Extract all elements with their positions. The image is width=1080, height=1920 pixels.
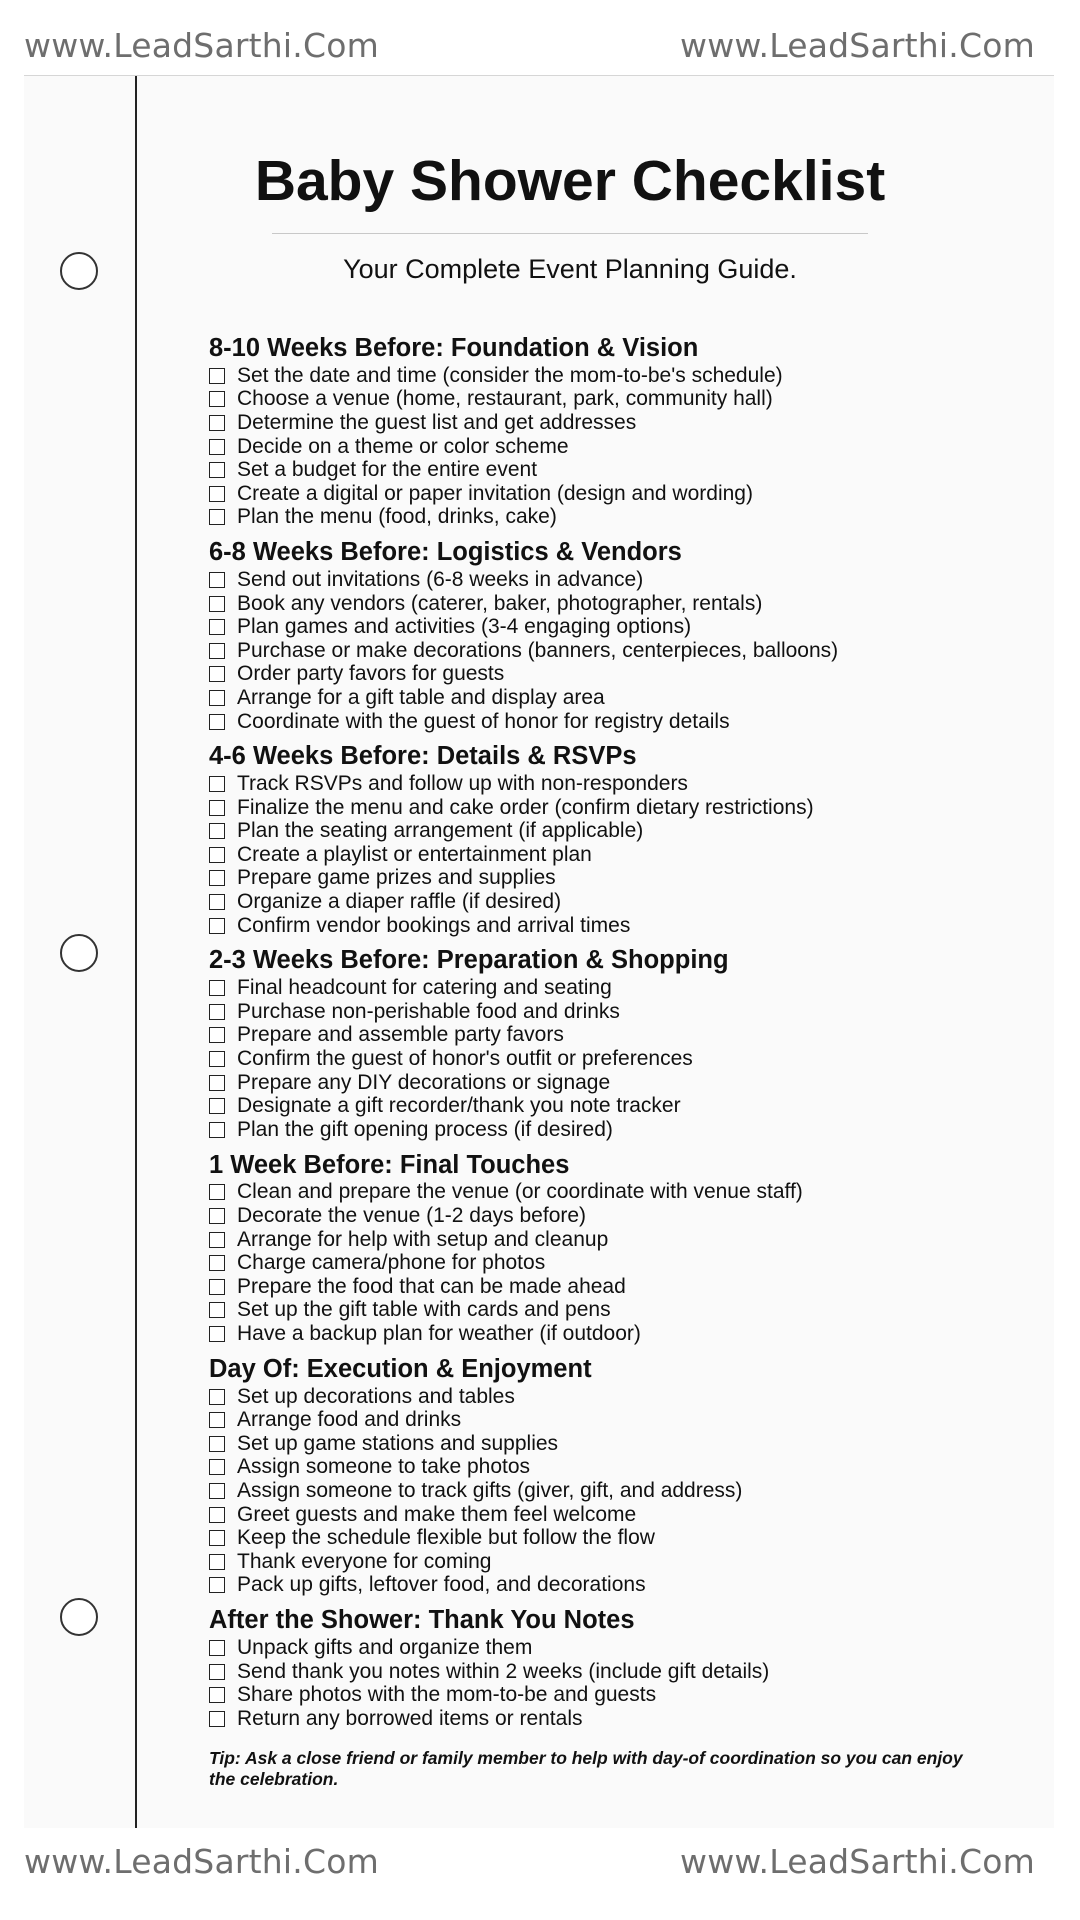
checklist-item-label: Clean and prepare the venue (or coordinate with venue staff) bbox=[237, 1180, 803, 1204]
checklist-item-label: Book any vendors (caterer, baker, photographer, rentals) bbox=[237, 591, 763, 615]
checklist-section bbox=[209, 333, 1009, 529]
checklist-item-label: Choose a venue (home, restaurant, park, community hall) bbox=[237, 387, 773, 411]
section-title: 1 Week Before: Final Touches bbox=[209, 1150, 570, 1179]
checkbox-icon[interactable] bbox=[209, 1412, 225, 1428]
checklist-item-label: Arrange food and drinks bbox=[237, 1408, 462, 1432]
checklist-item-label: Arrange for help with setup and cleanup bbox=[237, 1227, 609, 1251]
checklist-section bbox=[209, 945, 1009, 1141]
checklist-item-label: Charge camera/phone for photos bbox=[237, 1251, 546, 1275]
checkbox-icon[interactable] bbox=[209, 1051, 225, 1067]
checkbox-icon[interactable] bbox=[209, 847, 225, 863]
checklist-item bbox=[209, 1479, 1009, 1503]
checklist-item-label: Plan games and activities (3-4 engaging options) bbox=[237, 615, 692, 639]
checklist-item-label: Assign someone to track gifts (giver, gift, and address) bbox=[237, 1478, 743, 1502]
checklist-item bbox=[209, 1228, 1009, 1252]
checkbox-icon[interactable] bbox=[209, 1530, 225, 1546]
checklist-item bbox=[209, 1071, 1009, 1095]
checklist-item bbox=[209, 1000, 1009, 1024]
checklist-item-label: Return any borrowed items or rentals bbox=[237, 1706, 583, 1730]
checkbox-icon[interactable] bbox=[209, 666, 225, 682]
title-divider bbox=[272, 233, 868, 234]
checkbox-icon[interactable] bbox=[209, 1577, 225, 1593]
checkbox-icon[interactable] bbox=[209, 1554, 225, 1570]
checklist-item-label: Keep the schedule flexible but follow the flow bbox=[237, 1526, 655, 1550]
checkbox-icon[interactable] bbox=[209, 870, 225, 886]
checkbox-icon[interactable] bbox=[209, 368, 225, 384]
checkbox-icon[interactable] bbox=[209, 1027, 225, 1043]
checkbox-icon[interactable] bbox=[209, 596, 225, 612]
checklist-section bbox=[209, 1150, 1009, 1346]
checkbox-icon[interactable] bbox=[209, 486, 225, 502]
checklist-item bbox=[209, 435, 1009, 459]
checkbox-icon[interactable] bbox=[209, 572, 225, 588]
checklist-item bbox=[209, 639, 1009, 663]
checklist-item bbox=[209, 1251, 1009, 1275]
checklist-item-label: Arrange for a gift table and display area bbox=[237, 685, 605, 709]
checkbox-icon[interactable] bbox=[209, 1075, 225, 1091]
binder-hole-icon bbox=[60, 934, 98, 972]
checkbox-icon[interactable] bbox=[209, 800, 225, 816]
checkbox-icon[interactable] bbox=[209, 690, 225, 706]
checklist-item bbox=[209, 976, 1009, 1000]
watermark-top-right: www.LeadSarthi.Com bbox=[680, 26, 1035, 65]
checklist-item-label: Assign someone to take photos bbox=[237, 1455, 531, 1479]
checklist-item-label: Purchase or make decorations (banners, centerpieces, balloons) bbox=[237, 638, 839, 662]
checklist-item-label: Share photos with the mom-to-be and guests bbox=[237, 1683, 657, 1707]
checklist-item bbox=[209, 1707, 1009, 1731]
checkbox-icon[interactable] bbox=[209, 1483, 225, 1499]
checklist-item bbox=[209, 458, 1009, 482]
checkbox-icon[interactable] bbox=[209, 509, 225, 525]
checkbox-icon[interactable] bbox=[209, 1326, 225, 1342]
checklist-item-label: Create a playlist or entertainment plan bbox=[237, 842, 592, 866]
checklist-item bbox=[209, 867, 1009, 891]
checklist-item-label: Order party favors for guests bbox=[237, 662, 505, 686]
checkbox-icon[interactable] bbox=[209, 439, 225, 455]
section-title: Day Of: Execution & Enjoyment bbox=[209, 1354, 592, 1383]
checklist-content bbox=[209, 333, 1009, 1790]
checklist-item-label: Coordinate with the guest of honor for registry details bbox=[237, 709, 730, 733]
checklist-item bbox=[209, 1118, 1009, 1142]
checklist-item-label: Confirm vendor bookings and arrival times bbox=[237, 913, 631, 937]
checkbox-icon[interactable] bbox=[209, 1004, 225, 1020]
checklist-item bbox=[209, 1636, 1009, 1660]
watermark-top-left: www.LeadSarthi.Com bbox=[24, 26, 379, 65]
section-title: 8-10 Weeks Before: Foundation & Vision bbox=[209, 334, 699, 362]
checkbox-icon[interactable] bbox=[209, 1255, 225, 1271]
checklist-item bbox=[209, 506, 1009, 530]
checkbox-icon[interactable] bbox=[209, 776, 225, 792]
checklist-item-label: Track RSVPs and follow up with non-responders bbox=[237, 772, 688, 796]
checklist-item bbox=[209, 890, 1009, 914]
checklist-item-label: Prepare game prizes and supplies bbox=[237, 866, 556, 890]
checklist-item-label: Prepare any DIY decorations or signage bbox=[237, 1070, 611, 1094]
checkbox-icon[interactable] bbox=[209, 1507, 225, 1523]
checklist-item bbox=[209, 686, 1009, 710]
checklist-item bbox=[209, 1322, 1009, 1346]
checklist-item bbox=[209, 411, 1009, 435]
checkbox-icon[interactable] bbox=[209, 1232, 225, 1248]
checklist-item-label: Unpack gifts and organize them bbox=[237, 1635, 533, 1659]
checklist-item bbox=[209, 482, 1009, 506]
checklist-item bbox=[209, 1456, 1009, 1480]
section-title: 4-6 Weeks Before: Details & RSVPs bbox=[209, 742, 637, 771]
checklist-item bbox=[209, 568, 1009, 592]
checklist-item-label: Plan the menu (food, drinks, cake) bbox=[237, 505, 557, 529]
checklist-item bbox=[209, 914, 1009, 938]
checklist-item-label: Decorate the venue (1-2 days before) bbox=[237, 1204, 587, 1228]
checkbox-icon[interactable] bbox=[209, 643, 225, 659]
checkbox-icon[interactable] bbox=[209, 1122, 225, 1138]
checklist-item bbox=[209, 1660, 1009, 1684]
checklist-item-label: Determine the guest list and get addresses bbox=[237, 410, 637, 434]
checkbox-icon[interactable] bbox=[209, 1687, 225, 1703]
checkbox-icon[interactable] bbox=[209, 980, 225, 996]
checklist-item-label: Decide on a theme or color scheme bbox=[237, 434, 569, 458]
checkbox-icon[interactable] bbox=[209, 1098, 225, 1114]
checkbox-icon[interactable] bbox=[209, 714, 225, 730]
checklist-item-label: Purchase non-perishable food and drinks bbox=[237, 999, 620, 1023]
checklist-item-label: Set the date and time (consider the mom-to-be's schedule) bbox=[237, 363, 783, 387]
checklist-item bbox=[209, 663, 1009, 687]
checklist-item-label: Create a digital or paper invitation (design and wording) bbox=[237, 481, 753, 505]
checkbox-icon[interactable] bbox=[209, 1664, 225, 1680]
checklist-item bbox=[209, 388, 1009, 412]
checklist-item-label: Set up decorations and tables bbox=[237, 1384, 515, 1408]
checklist-item bbox=[209, 772, 1009, 796]
checkbox-icon[interactable] bbox=[209, 462, 225, 478]
checkbox-icon[interactable] bbox=[209, 1302, 225, 1318]
checklist-section bbox=[209, 1605, 1009, 1730]
checkbox-icon[interactable] bbox=[209, 1711, 225, 1727]
checklist-item bbox=[209, 1299, 1009, 1323]
checklist-item-label: Set up the gift table with cards and pens bbox=[237, 1298, 611, 1322]
checkbox-icon[interactable] bbox=[209, 1640, 225, 1656]
binder-hole-icon bbox=[60, 252, 98, 290]
checkbox-icon[interactable] bbox=[209, 823, 225, 839]
checkbox-icon[interactable] bbox=[209, 1279, 225, 1295]
page-title: Baby Shower Checklist bbox=[254, 149, 886, 213]
checklist-item bbox=[209, 1094, 1009, 1118]
checklist-item-label: Pack up gifts, leftover food, and decorations bbox=[237, 1573, 646, 1597]
checklist-item bbox=[209, 1526, 1009, 1550]
page-subtitle: Your Complete Event Planning Guide. bbox=[343, 254, 797, 284]
section-title: 6-8 Weeks Before: Logistics & Vendors bbox=[209, 538, 682, 567]
checkbox-icon[interactable] bbox=[209, 1208, 225, 1224]
checklist-item bbox=[209, 1683, 1009, 1707]
checklist-item bbox=[209, 1385, 1009, 1409]
checkbox-icon[interactable] bbox=[209, 894, 225, 910]
checkbox-icon[interactable] bbox=[209, 1436, 225, 1452]
binder-hole-icon bbox=[60, 1598, 98, 1636]
checkbox-icon[interactable] bbox=[209, 391, 225, 407]
checkbox-icon[interactable] bbox=[209, 918, 225, 934]
checkbox-icon[interactable] bbox=[209, 1184, 225, 1200]
checklist-section bbox=[209, 537, 1009, 733]
checklist-section bbox=[209, 741, 1009, 937]
checklist-item-label: Confirm the guest of honor's outfit or preferences bbox=[237, 1047, 693, 1071]
checklist-item-label: Send out invitations (6-8 weeks in advance) bbox=[237, 567, 644, 591]
checklist-item bbox=[209, 615, 1009, 639]
checklist-item bbox=[209, 1047, 1009, 1071]
checkbox-icon[interactable] bbox=[209, 619, 225, 635]
checklist-item bbox=[209, 592, 1009, 616]
checklist-item-label: Finalize the menu and cake order (confirm dietary restrictions) bbox=[237, 795, 814, 819]
checklist-item bbox=[209, 710, 1009, 734]
checklist-item-label: Designate a gift recorder/thank you note tracker bbox=[237, 1094, 681, 1118]
checklist-item bbox=[209, 1275, 1009, 1299]
checklist-item-label: Prepare and assemble party favors bbox=[237, 1023, 564, 1047]
checklist-item bbox=[209, 843, 1009, 867]
checklist-item bbox=[209, 1181, 1009, 1205]
checkbox-icon[interactable] bbox=[209, 415, 225, 431]
tip-note: Tip: Ask a close friend or family member to help with day-of coordination so you can enjoy the celebration. bbox=[209, 1747, 963, 1789]
checklist-item bbox=[209, 1408, 1009, 1432]
checklist-item bbox=[209, 1574, 1009, 1598]
checkbox-icon[interactable] bbox=[209, 1459, 225, 1475]
checklist-item-label: Plan the gift opening process (if desired) bbox=[237, 1117, 613, 1141]
checklist-item-label: Thank everyone for coming bbox=[237, 1549, 492, 1573]
checkbox-icon[interactable] bbox=[209, 1389, 225, 1405]
section-title: After the Shower: Thank You Notes bbox=[209, 1606, 635, 1635]
checklist-item-label: Send thank you notes within 2 weeks (include gift details) bbox=[237, 1659, 770, 1683]
checklist-item bbox=[209, 1550, 1009, 1574]
checklist-section bbox=[209, 1354, 1009, 1597]
checklist-item bbox=[209, 364, 1009, 388]
checklist-item bbox=[209, 1503, 1009, 1527]
watermark-bottom-right: www.LeadSarthi.Com bbox=[680, 1842, 1035, 1881]
section-title: 2-3 Weeks Before: Preparation & Shopping bbox=[209, 946, 729, 975]
margin-line bbox=[135, 76, 137, 1828]
watermark-bottom-left: www.LeadSarthi.Com bbox=[24, 1842, 379, 1881]
checklist-item-label: Final headcount for catering and seating bbox=[237, 976, 612, 1000]
checklist-item-label: Plan the seating arrangement (if applicable) bbox=[237, 819, 644, 843]
checklist-item-label: Set up game stations and supplies bbox=[237, 1431, 559, 1455]
checklist-item-label: Organize a diaper raffle (if desired) bbox=[237, 890, 562, 914]
checklist-item bbox=[209, 1024, 1009, 1048]
checklist-item bbox=[209, 820, 1009, 844]
checklist-item-label: Have a backup plan for weather (if outdoor) bbox=[237, 1321, 641, 1345]
checklist-item bbox=[209, 1204, 1009, 1228]
checklist-item-label: Set a budget for the entire event bbox=[237, 458, 538, 482]
checklist-item bbox=[209, 1432, 1009, 1456]
checklist-item bbox=[209, 796, 1009, 820]
checklist-item-label: Greet guests and make them feel welcome bbox=[237, 1502, 637, 1526]
checklist-item-label: Prepare the food that can be made ahead bbox=[237, 1274, 626, 1298]
